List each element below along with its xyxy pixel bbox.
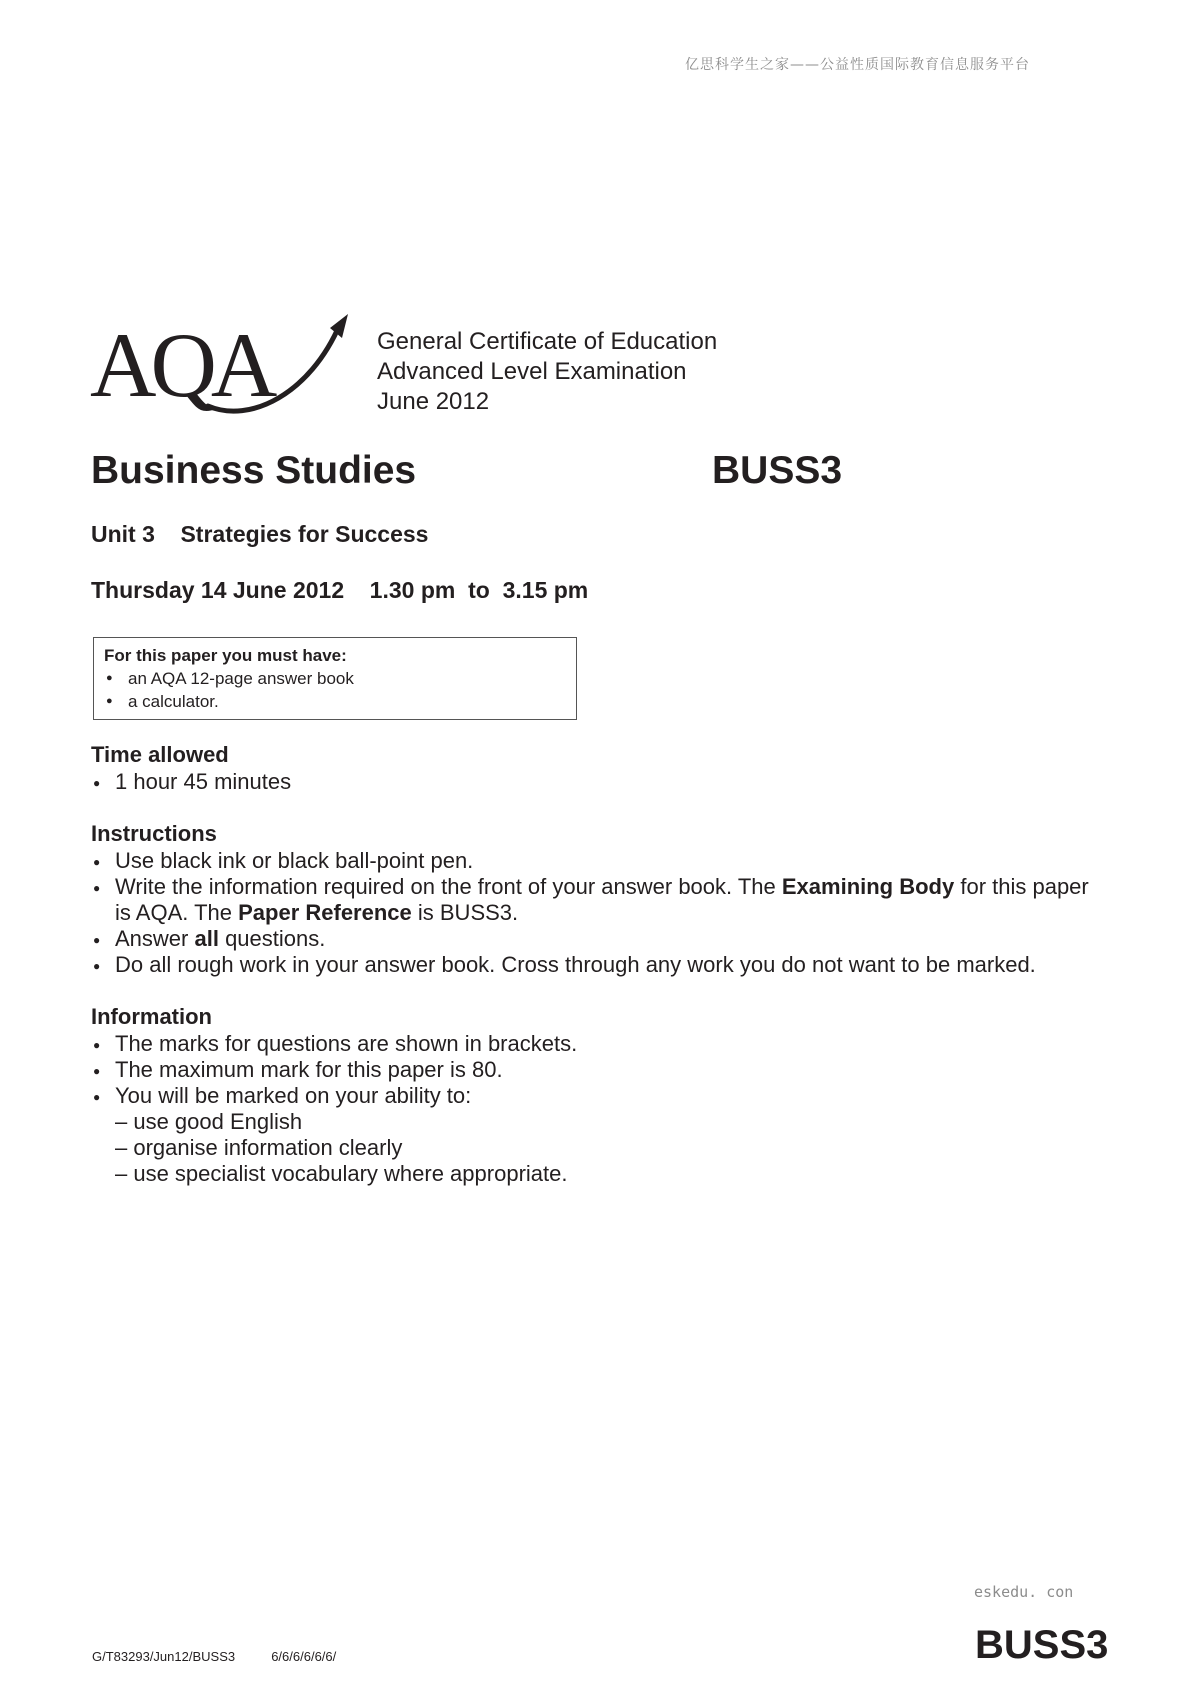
bold-term: all — [194, 926, 219, 951]
must-have-title: For this paper you must have: — [104, 646, 347, 665]
list-item: ● The marks for questions are shown in brackets. — [91, 1031, 1091, 1057]
information-list — [91, 1031, 1091, 1187]
aqa-logo-icon — [90, 314, 352, 418]
must-have-item: ● an AQA 12-page answer book — [104, 667, 566, 690]
exam-date-time: Thursday 14 June 2012 1.30 pm to 3.15 pm — [91, 577, 589, 603]
list-item — [91, 1083, 1091, 1187]
text-part: is BUSS3. — [411, 900, 519, 925]
logo-text: AQA — [90, 314, 272, 416]
certificate-line-2: Advanced Level Examination — [377, 358, 687, 385]
list-item: ● Use black ink or black ball-point pen. — [91, 848, 1091, 874]
certificate-block — [377, 327, 717, 417]
instructions-title: Instructions — [91, 821, 217, 846]
text-part: Answer — [115, 926, 195, 951]
subject-title: Business Studies — [91, 449, 417, 492]
sublist-item: – use good English — [115, 1109, 303, 1134]
sublist-item: – use specialist vocabulary where appropriate. — [115, 1161, 568, 1186]
bold-term: Examining Body — [781, 874, 955, 899]
paper-code: BUSS3 — [712, 449, 843, 492]
information-sublist — [115, 1109, 1091, 1187]
instructions-list — [91, 848, 1091, 978]
list-item: ● Do all rough work in your answer book. Cross through any work you do not want to be marked. — [91, 952, 1091, 978]
list-item — [91, 874, 1091, 926]
unit-title: Unit 3 Strategies for Success — [91, 521, 429, 547]
certificate-line-3: June 2012 — [377, 388, 490, 415]
watermark-footer: eskedu. con — [974, 1583, 1074, 1601]
information-title: Information — [91, 1004, 212, 1029]
must-have-item: ● a calculator. — [104, 690, 566, 713]
must-have-list — [104, 667, 566, 713]
list-item: ● The maximum mark for this paper is 80. — [91, 1057, 1091, 1083]
text-part: for this paper is AQA. The — [115, 874, 1089, 925]
footer-reference: G/T83293/Jun12/BUSS3 6/6/6/6/6/6/ — [92, 1649, 337, 1664]
text-part: You will be marked on your ability to: — [115, 1083, 472, 1108]
text-part: questions. — [218, 926, 326, 951]
bold-term: Paper Reference — [238, 900, 412, 925]
certificate-line-1: General Certificate of Education — [377, 328, 718, 355]
time-allowed-list — [91, 769, 1091, 795]
time-allowed-title: Time allowed — [91, 742, 229, 767]
aqa-logo — [90, 314, 352, 418]
instructions-section — [91, 820, 1091, 978]
watermark-header: 亿思科学生之家——公益性质国际教育信息服务平台 — [685, 57, 1030, 73]
must-have-box — [93, 637, 577, 720]
sublist-item: – organise information clearly — [115, 1135, 403, 1160]
list-item — [91, 926, 1091, 952]
footer-paper-code: BUSS3 — [975, 1623, 1109, 1667]
information-section — [91, 1003, 1091, 1187]
time-allowed-section — [91, 741, 1091, 795]
text-part: Write the information required on the front of your answer book. The — [115, 874, 782, 899]
list-item: ● 1 hour 45 minutes — [91, 769, 1091, 795]
